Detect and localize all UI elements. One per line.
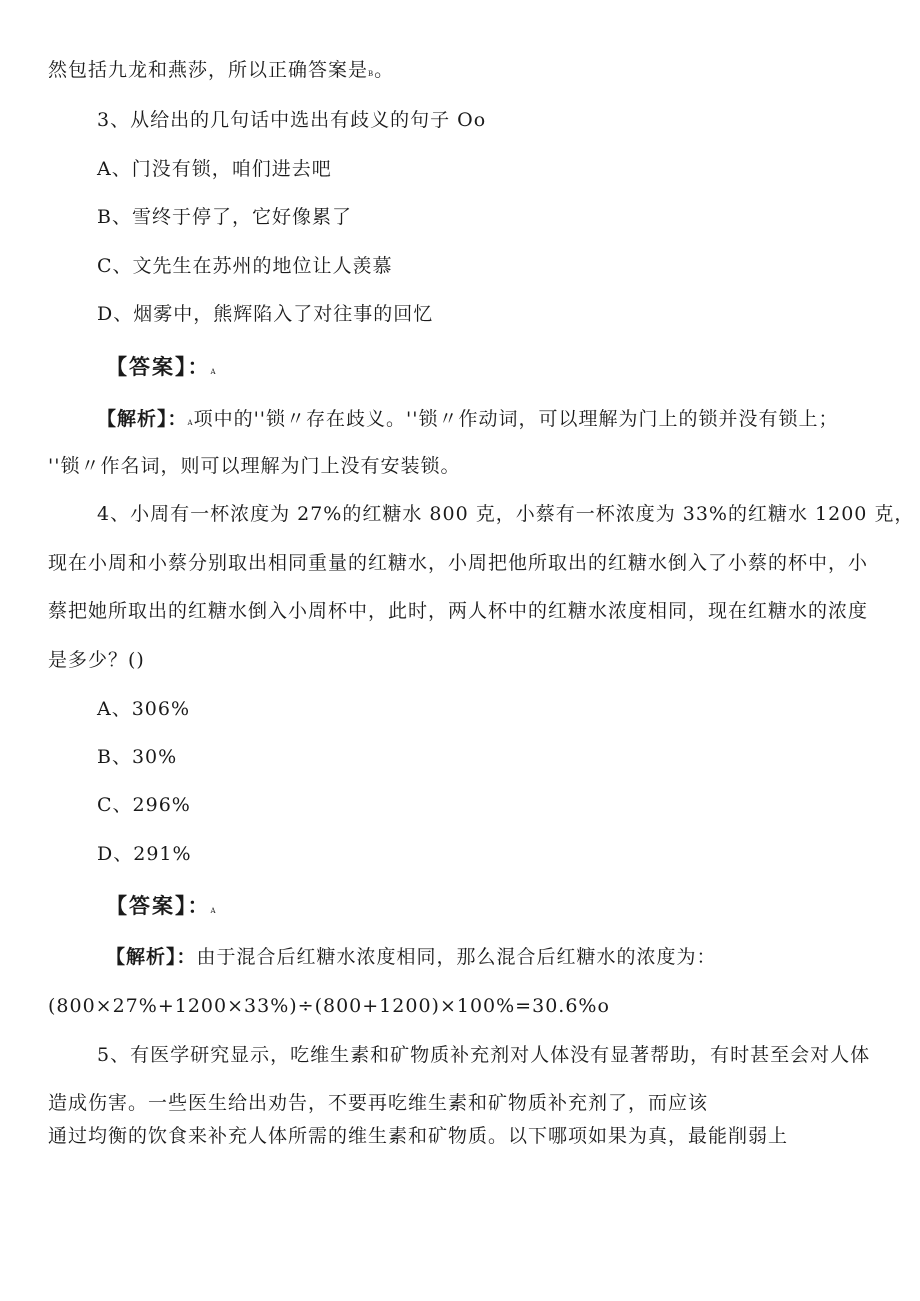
q4-analysis-line1	[106, 945, 717, 969]
q2-tail-mark: B	[368, 70, 375, 78]
q4-analysis-label: 【解析】：	[106, 946, 197, 968]
q4-option-a: A、306%	[97, 698, 191, 720]
q4-stem-line1: 4、小周有一杯浓度为 27%的红糖水 800 克，小蔡有一杯浓度为 33%的红糖水 1200 克，	[97, 503, 915, 525]
q3-answer	[106, 355, 217, 384]
q3-stem: 3、从给出的几句话中选出有歧义的句子 Oo	[97, 109, 487, 131]
q4-answer-mark: A	[210, 907, 217, 915]
q3-analysis-label: 【解析】：	[97, 408, 188, 430]
q3-option-a: A、门没有锁，咱们进去吧	[97, 158, 332, 180]
q3-analysis-line2: ''锁〃作名词，则可以理解为门上没有安装锁。	[48, 455, 461, 477]
q3-answer-mark: A	[210, 368, 217, 376]
q4-option-b: B、30%	[97, 746, 178, 768]
q5-stem-line2: 造成伤害。一些医生给出劝告，不要再吃维生素和矿物质补充剂了，而应该	[48, 1092, 709, 1114]
q4-stem-line4: 是多少？()	[48, 649, 145, 671]
q3-analysis-text1: 项中的''锁〃存在歧义。''锁〃作动词，可以理解为门上的锁并没有锁上；	[193, 408, 839, 430]
q4-option-c: C、296%	[97, 794, 191, 816]
q4-answer	[106, 894, 217, 923]
q3-option-c: C、文先生在苏州的地位让人羡慕	[97, 255, 393, 277]
q2-tail-end: 。	[374, 59, 395, 81]
q4-analysis-line2: (800×27%+1200×33%)÷(800+1200)×100%=30.6%o	[48, 995, 610, 1017]
q5-stem-line1: 5、有医学研究显示，吃维生素和矿物质补充剂对人体没有显著帮助，有时甚至会对人体	[97, 1044, 871, 1066]
q4-analysis-text1: 由于混合后红糖水浓度相同，那么混合后红糖水的浓度为：	[196, 946, 717, 968]
q5-stem-line3: 通过均衡的饮食来补充人体所需的维生素和矿物质。以下哪项如果为真，最能削弱上	[48, 1125, 789, 1147]
q3-analysis-line1	[97, 407, 838, 435]
q2-tail-text: 然包括九龙和燕莎，所以正确答案是	[48, 59, 369, 81]
q3-analysis-mark: A	[187, 419, 194, 427]
q3-option-b: B、雪终于停了，它好像累了	[97, 206, 352, 228]
q4-stem-line2: 现在小周和小蔡分别取出相同重量的红糖水，小周把他所取出的红糖水倒入了小蔡的杯中，小	[48, 552, 869, 574]
q4-option-d: D、291%	[97, 843, 192, 865]
q3-option-d: D、烟雾中，熊辉陷入了对往事的回忆	[97, 303, 434, 325]
q4-answer-label: 【答案】：	[106, 894, 211, 918]
q3-answer-label: 【答案】：	[106, 355, 211, 379]
q2-answer-tail	[48, 58, 394, 86]
q4-stem-line3: 蔡把她所取出的红糖水倒入小周杯中，此时，两人杯中的红糖水浓度相同，现在红糖水的浓度	[48, 600, 869, 622]
